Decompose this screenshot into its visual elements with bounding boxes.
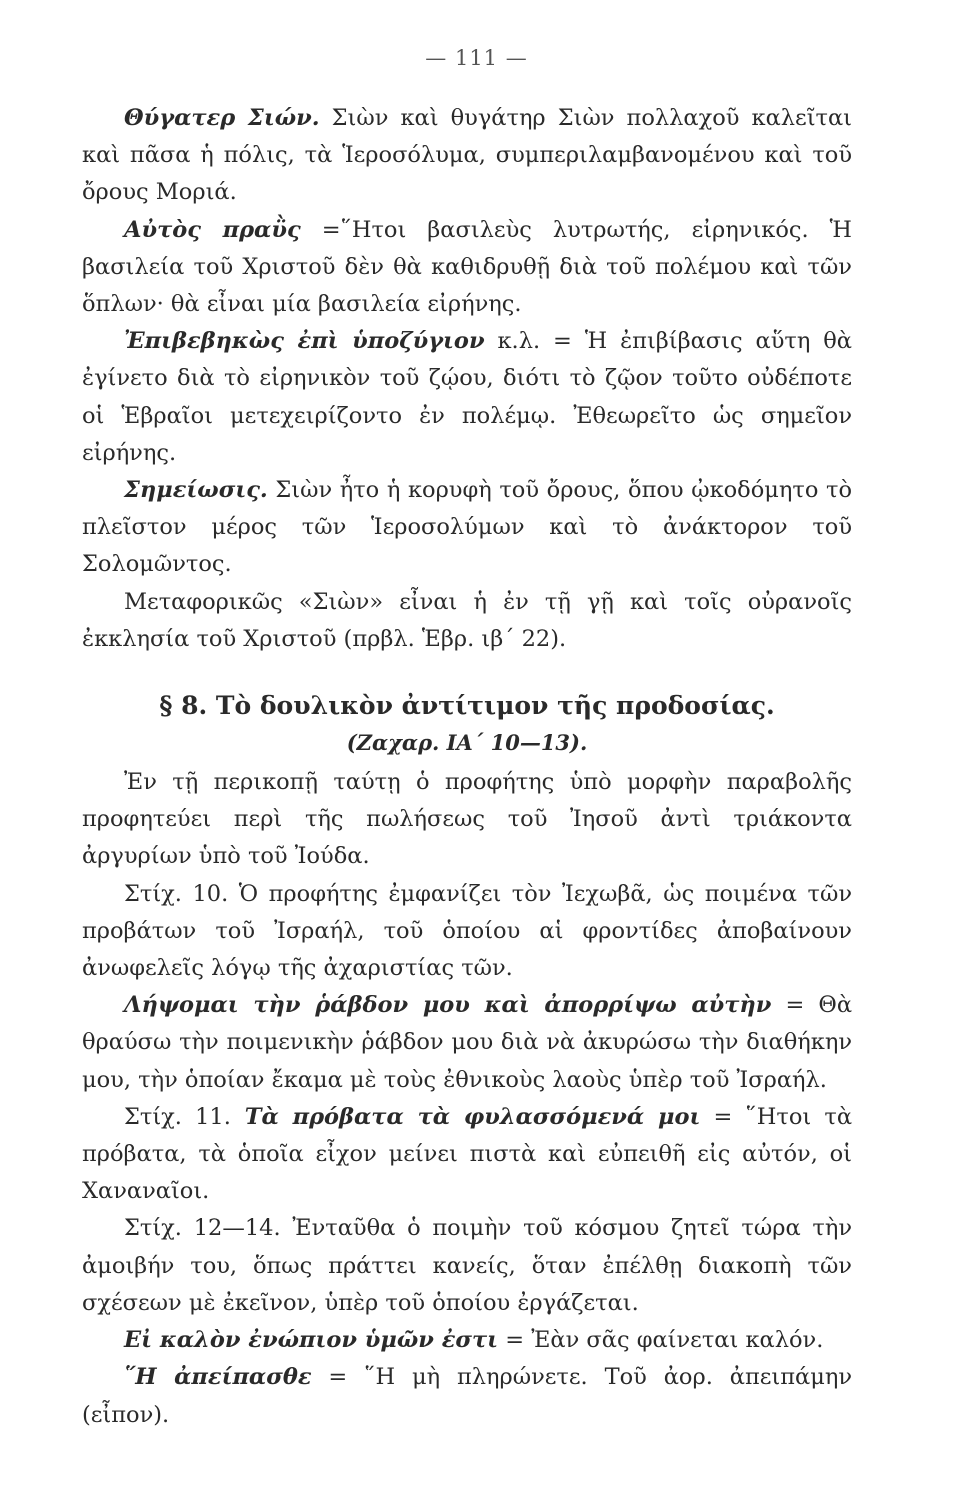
definition: Ἐνταῦθα ὁ ποιμὴν τοῦ κόσμου ζητεῖ τώρα τὴν ἀμοιβήν του, ὅπως πράττει κανείς, ὅταν ἐπέλθῃ διακοπὴ τῶν σχέσεων μὲ ἐκεῖνον, ὑπὲρ τοῦ ὁποίου ἐργάζεται. xyxy=(82,1215,852,1316)
paragraph xyxy=(82,987,852,1099)
definition: Σιὼν ἦτο ἡ κορυφὴ τοῦ ὄρους, ὅπου ᾠκοδόμητο τὸ πλεῖστον μέρος τῶν Ἱεροσολύμων καὶ τὸ ἀνάκτορον τοῦ Σολομῶντος. xyxy=(82,477,852,578)
definition: =῞Ητοι βασιλεὺς λυτρωτής, εἰρηνικός. Ἡ βασιλεία τοῦ Χριστοῦ δὲν θὰ καθιδρυθῇ διὰ τοῦ πολέμου καὶ τῶν ὅπλων· θὰ εἶναι μία βασιλεία εἰρήνης. xyxy=(82,216,852,318)
definition: Σιὼν καὶ θυγάτηρ Σιὼν πολλαχοῦ καλεῖται καὶ πᾶσα ἡ πόλις, τὰ Ἱεροσόλυμα, συμπεριλαμβανομένου καὶ τοῦ ὄρους Μοριά. xyxy=(82,105,852,206)
term: Τὰ πρόβατα τὰ φυλασσόμενά μοι xyxy=(230,1103,701,1130)
paragraph xyxy=(82,1099,852,1211)
page-body xyxy=(82,100,852,1434)
definition: = ῞Ητοι τὰ πρόβατα, τὰ ὁποῖα εἶχον μείνει πιστὰ καὶ εὐπειθῆ εἰς αὐτόν, οἱ Χαναναῖοι. xyxy=(82,1103,853,1205)
paragraph xyxy=(82,584,852,658)
paragraph xyxy=(82,1210,852,1322)
term: Θύγατερ Σιών. xyxy=(124,105,320,131)
paragraph xyxy=(82,876,852,988)
definition: = Θὰ θραύσω τὴν ποιμενικὴν ῥάβδον μου διὰ νὰ ἀκυρώσω τὴν διαθήκην μου, τὴν ὁποίαν ἔκαμα μὲ τοὺς ἐθνικοὺς λαοὺς ὑπὲρ τοῦ Ἰσραήλ. xyxy=(82,992,853,1093)
paragraph xyxy=(82,323,852,472)
paragraph xyxy=(82,472,852,584)
section-title: § 8. Τὸ δουλικὸν ἀντίτιμον τῆς προδοσίας. xyxy=(159,691,775,721)
term: Σημείωσις. xyxy=(124,477,268,504)
definition: = ῞Η μὴ πληρώνετε. Τοῦ ἀορ. ἀπειπάμην (εἶπον). xyxy=(82,1364,852,1428)
paragraph xyxy=(82,212,852,324)
verse-label: Στίχ. 10. xyxy=(124,880,229,907)
term: ῞Η ἀπείπασθε xyxy=(124,1364,312,1391)
definition: κ.λ. = Ἡ ἐπιβίβασις αὕτη θὰ ἐγίνετο διὰ τὸ εἰρηνικὸν τοῦ ζῴου, διότι τὸ ζῷον τοῦτο οὐδέποτε οἱ Ἑβραῖοι μετεχειρίζοντο ἐν πολέμῳ. Ἐθεωρεῖτο ὡς σημεῖον εἰρήνης. xyxy=(82,328,852,466)
term: Λήψομαι τὴν ῥάβδον μου καὶ ἀπορρίψω αὐτὴν xyxy=(124,992,772,1019)
definition: Μεταφορικῶς «Σιὼν» εἶναι ἡ ἐν τῇ γῇ καὶ τοῖς οὐρανοῖς ἐκκλησία τοῦ Χριστοῦ (πρβλ. Ἑβρ. ιβ΄ 22). xyxy=(82,588,852,652)
definition: Ἐν τῇ περικοπῇ ταύτῃ ὁ προφήτης ὑπὸ μορφὴν παραβολῆς προφητεύει περὶ τῆς πωλήσεως τοῦ Ἰησοῦ ἀντὶ τριάκοντα ἀργυρίων ὑπὸ τοῦ Ἰούδα. xyxy=(82,769,852,870)
term: Αὐτὸς πραῢς xyxy=(124,216,301,243)
paragraph xyxy=(82,1359,852,1433)
paragraph xyxy=(82,764,852,876)
definition: = Ἐὰν σᾶς φαίνεται καλόν. xyxy=(498,1327,824,1354)
verse-label: Στίχ. 12—14. xyxy=(124,1215,281,1242)
verse-label: Στίχ. 11. xyxy=(124,1103,231,1130)
page-number: — 111 — xyxy=(425,46,528,70)
paragraph xyxy=(82,1322,852,1359)
definition: Ὁ προφήτης ἐμφανίζει τὸν Ἰεχωβᾶ, ὡς ποιμένα τῶν προβάτων τοῦ Ἰσραήλ, τοῦ ὁποίου αἱ φροντίδες ἀποβαίνουν ἀνωφελεῖς λόγῳ τῆς ἀχαριστίας τῶν. xyxy=(82,880,852,982)
section-reference: (Ζαχαρ. ΙΑ΄ 10—13). xyxy=(346,730,588,756)
term: Εἰ καλὸν ἐνώπιον ὑμῶν ἐστι xyxy=(124,1327,499,1354)
term: Ἐπιβεβηκὼς ἐπὶ ὑποζύγιον xyxy=(124,328,485,355)
paragraph xyxy=(82,100,852,212)
